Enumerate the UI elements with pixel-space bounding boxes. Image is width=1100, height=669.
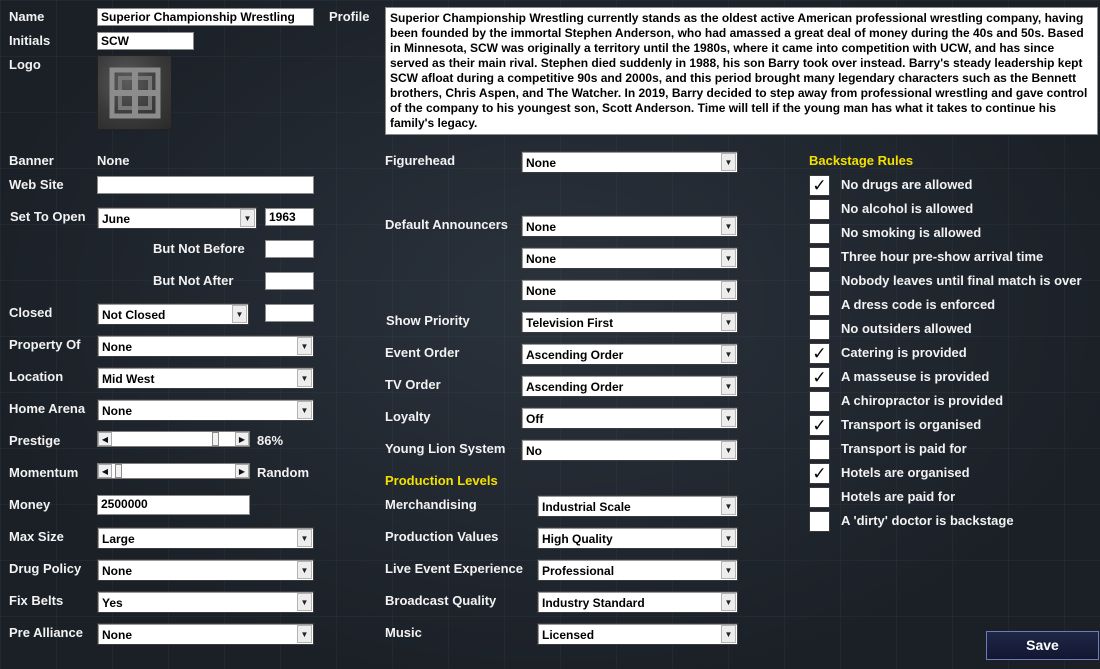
rule-checkbox-1[interactable]: [809, 199, 830, 220]
chevron-down-icon[interactable]: ▼: [240, 209, 255, 227]
announcer-2-dropdown[interactable]: [521, 247, 738, 269]
chevron-down-icon[interactable]: ▼: [297, 529, 312, 547]
triangle-right-icon[interactable]: ▶: [235, 464, 249, 478]
location-value: Mid West: [102, 372, 155, 386]
drug-policy-label: Drug Policy: [9, 561, 82, 576]
home-arena-label: Home Arena: [9, 401, 86, 416]
chevron-down-icon[interactable]: ▼: [721, 281, 736, 299]
live-event-value: Professional: [542, 564, 615, 578]
chevron-down-icon[interactable]: ▼: [721, 441, 736, 459]
chevron-down-icon[interactable]: ▼: [297, 337, 312, 355]
momentum-slider[interactable]: [97, 463, 250, 479]
young-lion-value: No: [526, 444, 542, 458]
save-button[interactable]: Save: [986, 631, 1099, 660]
chevron-down-icon[interactable]: ▼: [297, 369, 312, 387]
banner-label: Banner: [9, 153, 54, 168]
momentum-value: Random: [257, 465, 309, 480]
chevron-down-icon[interactable]: ▼: [297, 401, 312, 419]
not-before-label: But Not Before: [153, 241, 245, 256]
banner-value[interactable]: None: [97, 153, 130, 168]
money-field[interactable]: 2500000: [97, 495, 250, 515]
broadcast-quality-value: Industry Standard: [542, 596, 645, 610]
rule-checkbox-7[interactable]: [809, 343, 830, 364]
rule-checkbox-2[interactable]: [809, 223, 830, 244]
rule-label-7: Catering is provided: [841, 345, 967, 360]
chevron-down-icon[interactable]: ▼: [721, 529, 736, 547]
music-label: Music: [385, 625, 422, 640]
young-lion-label: Young Lion System: [385, 441, 506, 456]
money-label: Money: [9, 497, 51, 512]
production-values-label: Production Values: [385, 529, 499, 544]
home-arena-dropdown[interactable]: [97, 399, 314, 421]
announcer-1-value: None: [526, 220, 556, 234]
show-priority-value: Television First: [526, 316, 614, 330]
rule-checkbox-4[interactable]: [809, 271, 830, 292]
chevron-down-icon[interactable]: ▼: [721, 625, 736, 643]
chevron-down-icon[interactable]: ▼: [721, 497, 736, 515]
event-order-value: Ascending Order: [526, 348, 624, 362]
live-event-dropdown[interactable]: [537, 559, 738, 581]
name-field[interactable]: Superior Championship Wrestling: [97, 8, 314, 26]
initials-field[interactable]: SCW: [97, 32, 194, 50]
rule-label-2: No smoking is allowed: [841, 225, 982, 240]
rule-label-8: A masseuse is provided: [841, 369, 990, 384]
broadcast-quality-dropdown[interactable]: [537, 591, 738, 613]
not-after-label: But Not After: [153, 273, 234, 288]
location-dropdown[interactable]: [97, 367, 314, 389]
closed-label: Closed: [9, 305, 53, 320]
open-month-value: June: [102, 212, 131, 226]
triangle-left-icon[interactable]: ◀: [98, 432, 112, 446]
rule-checkbox-11[interactable]: [809, 439, 830, 460]
tv-order-label: TV Order: [385, 377, 441, 392]
fix-belts-dropdown[interactable]: [97, 591, 314, 613]
pre-alliance-value: None: [102, 628, 132, 642]
rule-checkbox-10[interactable]: [809, 415, 830, 436]
pre-alliance-label: Pre Alliance: [9, 625, 83, 640]
chevron-down-icon[interactable]: ▼: [721, 561, 736, 579]
chevron-down-icon[interactable]: ▼: [721, 249, 736, 267]
rule-label-13: Hotels are paid for: [841, 489, 956, 504]
max-size-value: Large: [102, 532, 135, 546]
prestige-value: 86%: [257, 433, 284, 448]
fix-belts-label: Fix Belts: [9, 593, 64, 608]
rule-label-0: No drugs are allowed: [841, 177, 973, 192]
checkmark-icon: ✓: [812, 344, 827, 363]
open-year-field[interactable]: 1963: [265, 208, 314, 226]
set-to-open-label: Set To Open: [10, 209, 86, 224]
chevron-down-icon[interactable]: ▼: [297, 561, 312, 579]
company-logo[interactable]: [97, 55, 172, 130]
rule-label-6: No outsiders allowed: [841, 321, 972, 336]
logo-emblem-icon: [98, 56, 173, 131]
name-label: Name: [9, 9, 45, 24]
production-values-value: High Quality: [542, 532, 613, 546]
chevron-down-icon[interactable]: ▼: [297, 593, 312, 611]
young-lion-dropdown[interactable]: [521, 439, 738, 461]
rule-label-11: Transport is paid for: [841, 441, 967, 456]
closed-year-field[interactable]: [265, 304, 314, 322]
event-order-dropdown[interactable]: [521, 343, 738, 365]
profile-label: Profile: [329, 9, 370, 24]
prestige-slider-thumb[interactable]: [212, 432, 219, 446]
live-event-label: Live Event Experience: [385, 561, 524, 576]
production-values-dropdown[interactable]: [537, 527, 738, 549]
rule-label-1: No alcohol is allowed: [841, 201, 974, 216]
tv-order-value: Ascending Order: [526, 380, 624, 394]
drug-policy-value: None: [102, 564, 132, 578]
triangle-right-icon[interactable]: ▶: [235, 432, 249, 446]
chevron-down-icon[interactable]: ▼: [721, 409, 736, 427]
loyalty-dropdown[interactable]: [521, 407, 738, 429]
default-announcers-label: Default Announcers: [385, 217, 509, 232]
not-before-field[interactable]: [265, 240, 314, 258]
not-after-field[interactable]: [265, 272, 314, 290]
chevron-down-icon[interactable]: ▼: [721, 345, 736, 363]
checkmark-icon: ✓: [812, 368, 827, 387]
property-of-label: Property Of: [9, 337, 81, 352]
home-arena-value: None: [102, 404, 132, 418]
prestige-label: Prestige: [9, 433, 61, 448]
rule-label-3: Three hour pre-show arrival time: [841, 249, 1044, 264]
loyalty-value: Off: [526, 412, 544, 426]
momentum-slider-thumb[interactable]: [115, 464, 122, 478]
rule-label-14: A 'dirty' doctor is backstage: [841, 513, 1014, 528]
rule-label-10: Transport is organised: [841, 417, 982, 432]
rule-checkbox-13[interactable]: [809, 487, 830, 508]
initials-label: Initials: [9, 33, 51, 48]
chevron-down-icon[interactable]: ▼: [232, 305, 247, 323]
chevron-down-icon[interactable]: ▼: [721, 377, 736, 395]
figurehead-dropdown[interactable]: [521, 151, 738, 173]
rule-label-12: Hotels are organised: [841, 465, 970, 480]
rule-checkbox-5[interactable]: [809, 295, 830, 316]
rule-checkbox-14[interactable]: [809, 511, 830, 532]
chevron-down-icon[interactable]: ▼: [721, 153, 736, 171]
pre-alliance-dropdown[interactable]: [97, 623, 314, 645]
logo-label: Logo: [9, 57, 41, 72]
event-order-label: Event Order: [385, 345, 460, 360]
music-dropdown[interactable]: [537, 623, 738, 645]
rule-label-5: A dress code is enforced: [841, 297, 996, 312]
property-of-dropdown[interactable]: [97, 335, 314, 357]
fix-belts-value: Yes: [102, 596, 123, 610]
production-levels-heading: Production Levels: [385, 473, 498, 488]
rule-label-4: Nobody leaves until final match is over: [841, 273, 1082, 288]
rule-label-9: A chiropractor is provided: [841, 393, 1004, 408]
announcer-3-dropdown[interactable]: [521, 279, 738, 301]
rule-checkbox-0[interactable]: [809, 175, 830, 196]
announcer-2-value: None: [526, 252, 556, 266]
max-size-dropdown[interactable]: [97, 527, 314, 549]
loyalty-label: Loyalty: [385, 409, 431, 424]
web-site-field[interactable]: [97, 176, 314, 194]
chevron-down-icon[interactable]: ▼: [721, 217, 736, 235]
profile-textarea[interactable]: Superior Championship Wrestling currently stands as the oldest active American professional wrestling company, having been founded by the immortal Stephen Anderson, who had amassed a great deal of money during the 40s and 50s. Based in Minnesota, SCW was originally a territory until the 1980s, where it came into competition with UCW, and has since served as their main rival. Stephen died suddenly in 1988, his son Barry took over instead. Barry's steady leadership kept SCW afloat during a competitive 90s and 2000s, and this period brought many legendary characters such as the Bennett brothers, Chris Aspen, and The Watcher. In 2019, Barry decided to step away from professional wrestling and gave control of the company to his youngest son, Scott Anderson. Time will tell if the young man has what it takes to continue his family's legacy.: [385, 7, 1098, 135]
checkmark-icon: ✓: [812, 416, 827, 435]
max-size-label: Max Size: [9, 529, 64, 544]
open-month-dropdown[interactable]: [97, 207, 257, 229]
rule-checkbox-3[interactable]: [809, 247, 830, 268]
rule-checkbox-8[interactable]: [809, 367, 830, 388]
rule-checkbox-12[interactable]: [809, 463, 830, 484]
chevron-down-icon[interactable]: ▼: [721, 313, 736, 331]
checkmark-icon: ✓: [812, 464, 827, 483]
triangle-left-icon[interactable]: ◀: [98, 464, 112, 478]
music-value: Licensed: [542, 628, 595, 642]
property-of-value: None: [102, 340, 132, 354]
momentum-label: Momentum: [9, 465, 79, 480]
location-label: Location: [9, 369, 64, 384]
closed-value: Not Closed: [102, 308, 166, 322]
chevron-down-icon[interactable]: ▼: [297, 625, 312, 643]
announcer-3-value: None: [526, 284, 556, 298]
broadcast-quality-label: Broadcast Quality: [385, 593, 497, 608]
closed-dropdown[interactable]: [97, 303, 249, 325]
checkmark-icon: ✓: [812, 176, 827, 195]
rule-checkbox-6[interactable]: [809, 319, 830, 340]
prestige-slider[interactable]: [97, 431, 250, 447]
rule-checkbox-9[interactable]: [809, 391, 830, 412]
merchandising-label: Merchandising: [385, 497, 477, 512]
figurehead-value: None: [526, 156, 556, 170]
show-priority-dropdown[interactable]: [521, 311, 738, 333]
show-priority-label: Show Priority: [386, 313, 470, 328]
backstage-rules-heading: Backstage Rules: [809, 153, 914, 168]
web-site-label: Web Site: [9, 177, 64, 192]
figurehead-label: Figurehead: [385, 153, 456, 168]
drug-policy-dropdown[interactable]: [97, 559, 314, 581]
merchandising-dropdown[interactable]: [537, 495, 738, 517]
chevron-down-icon[interactable]: ▼: [721, 593, 736, 611]
announcer-1-dropdown[interactable]: [521, 215, 738, 237]
tv-order-dropdown[interactable]: [521, 375, 738, 397]
merchandising-value: Industrial Scale: [542, 500, 631, 514]
